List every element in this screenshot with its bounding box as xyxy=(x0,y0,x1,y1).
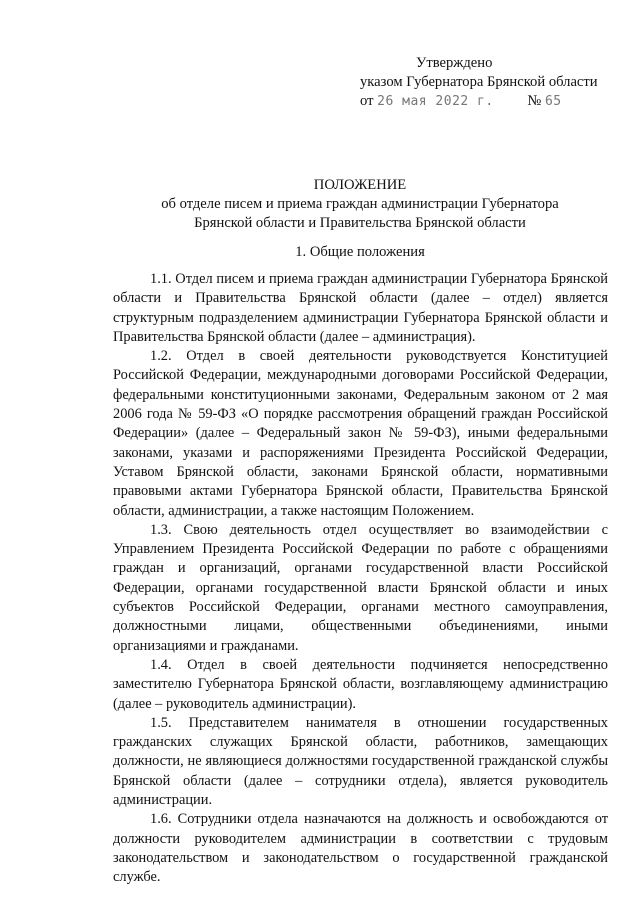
approval-block xyxy=(360,54,598,111)
paragraph-1-6: 1.6. Сотрудники отдела назначаются на должность и освобождаются от должности руководителем администрации в соответствии с трудовым законодательством и законодательством о государственной гражданской службе. xyxy=(113,811,608,886)
title-line-1: об отделе писем и приема граждан администрации Губернатора xyxy=(161,196,559,212)
document-title xyxy=(110,176,610,233)
handwritten-date: 26 мая 2022 г. xyxy=(377,94,494,109)
paragraph-1-3: 1.3. Свою деятельность отдел осуществляет во взаимодействии с Управлением Президента Российской Федерации по работе с обращениями граждан и организаций, органами государственной власти Российской Федерации, органами государственной власти Брянской области и иных субъектов Российской Федерации, органами местного самоуправления, должностными лицами, общественными объединениями, иными организациями и гражданами. xyxy=(113,521,608,654)
handwritten-number: 65 xyxy=(544,94,562,109)
paragraph-1-5: 1.5. Представителем нанимателя в отношении государственных гражданских служащих Брянской области, работников, замещающих должности, не являющиеся должностями государственной гражданской службы Брянской области (далее – сотрудники отдела), является руководитель администрации. xyxy=(113,714,608,809)
decree-line: указом Губернатора Брянской области xyxy=(360,74,598,90)
paragraph-1-4: 1.4. Отдел в своей деятельности подчиняется непосредственно заместителю Губернатора Брянской области, возглавляющему администрацию (далее – руководитель администрации). xyxy=(113,656,608,712)
approved-label: Утверждено xyxy=(416,55,493,71)
title-line-2: Брянской области и Правительства Брянской области xyxy=(194,215,526,231)
document-body xyxy=(113,270,608,888)
date-number-line xyxy=(360,92,598,111)
paragraph-1-2: 1.2. Отдел в своей деятельности руководствуется Конституцией Российской Федерации, международными договорами Российской Федерации, федеральными конституционными законами, Федеральным законом от 2 мая 2006 года № 59-ФЗ «О порядке рассмотрения обращений граждан Российской Федерации» (далее – Федеральный закон № 59-ФЗ), иными федеральными законами, указами и распоряжениями Президента Российской Федерации, Уставом Брянской области, законами Брянской области, нормативными правовыми актами Губернатора Брянской области, Правительства Брянской области, администрации, а также настоящим Положением. xyxy=(113,348,608,519)
number-prefix: № xyxy=(527,93,542,109)
title-heading: ПОЛОЖЕНИЕ xyxy=(313,177,407,193)
from-prefix: от xyxy=(360,93,374,109)
paragraph-1-1: 1.1. Отдел писем и приема граждан администрации Губернатора Брянской области и Правительства Брянской области (далее – отдел) является структурным подразделением администрации Губернатора Брянской области и Правительства Брянской области (далее – администрация). xyxy=(113,271,608,345)
section-heading: 1. Общие положения xyxy=(295,244,425,260)
